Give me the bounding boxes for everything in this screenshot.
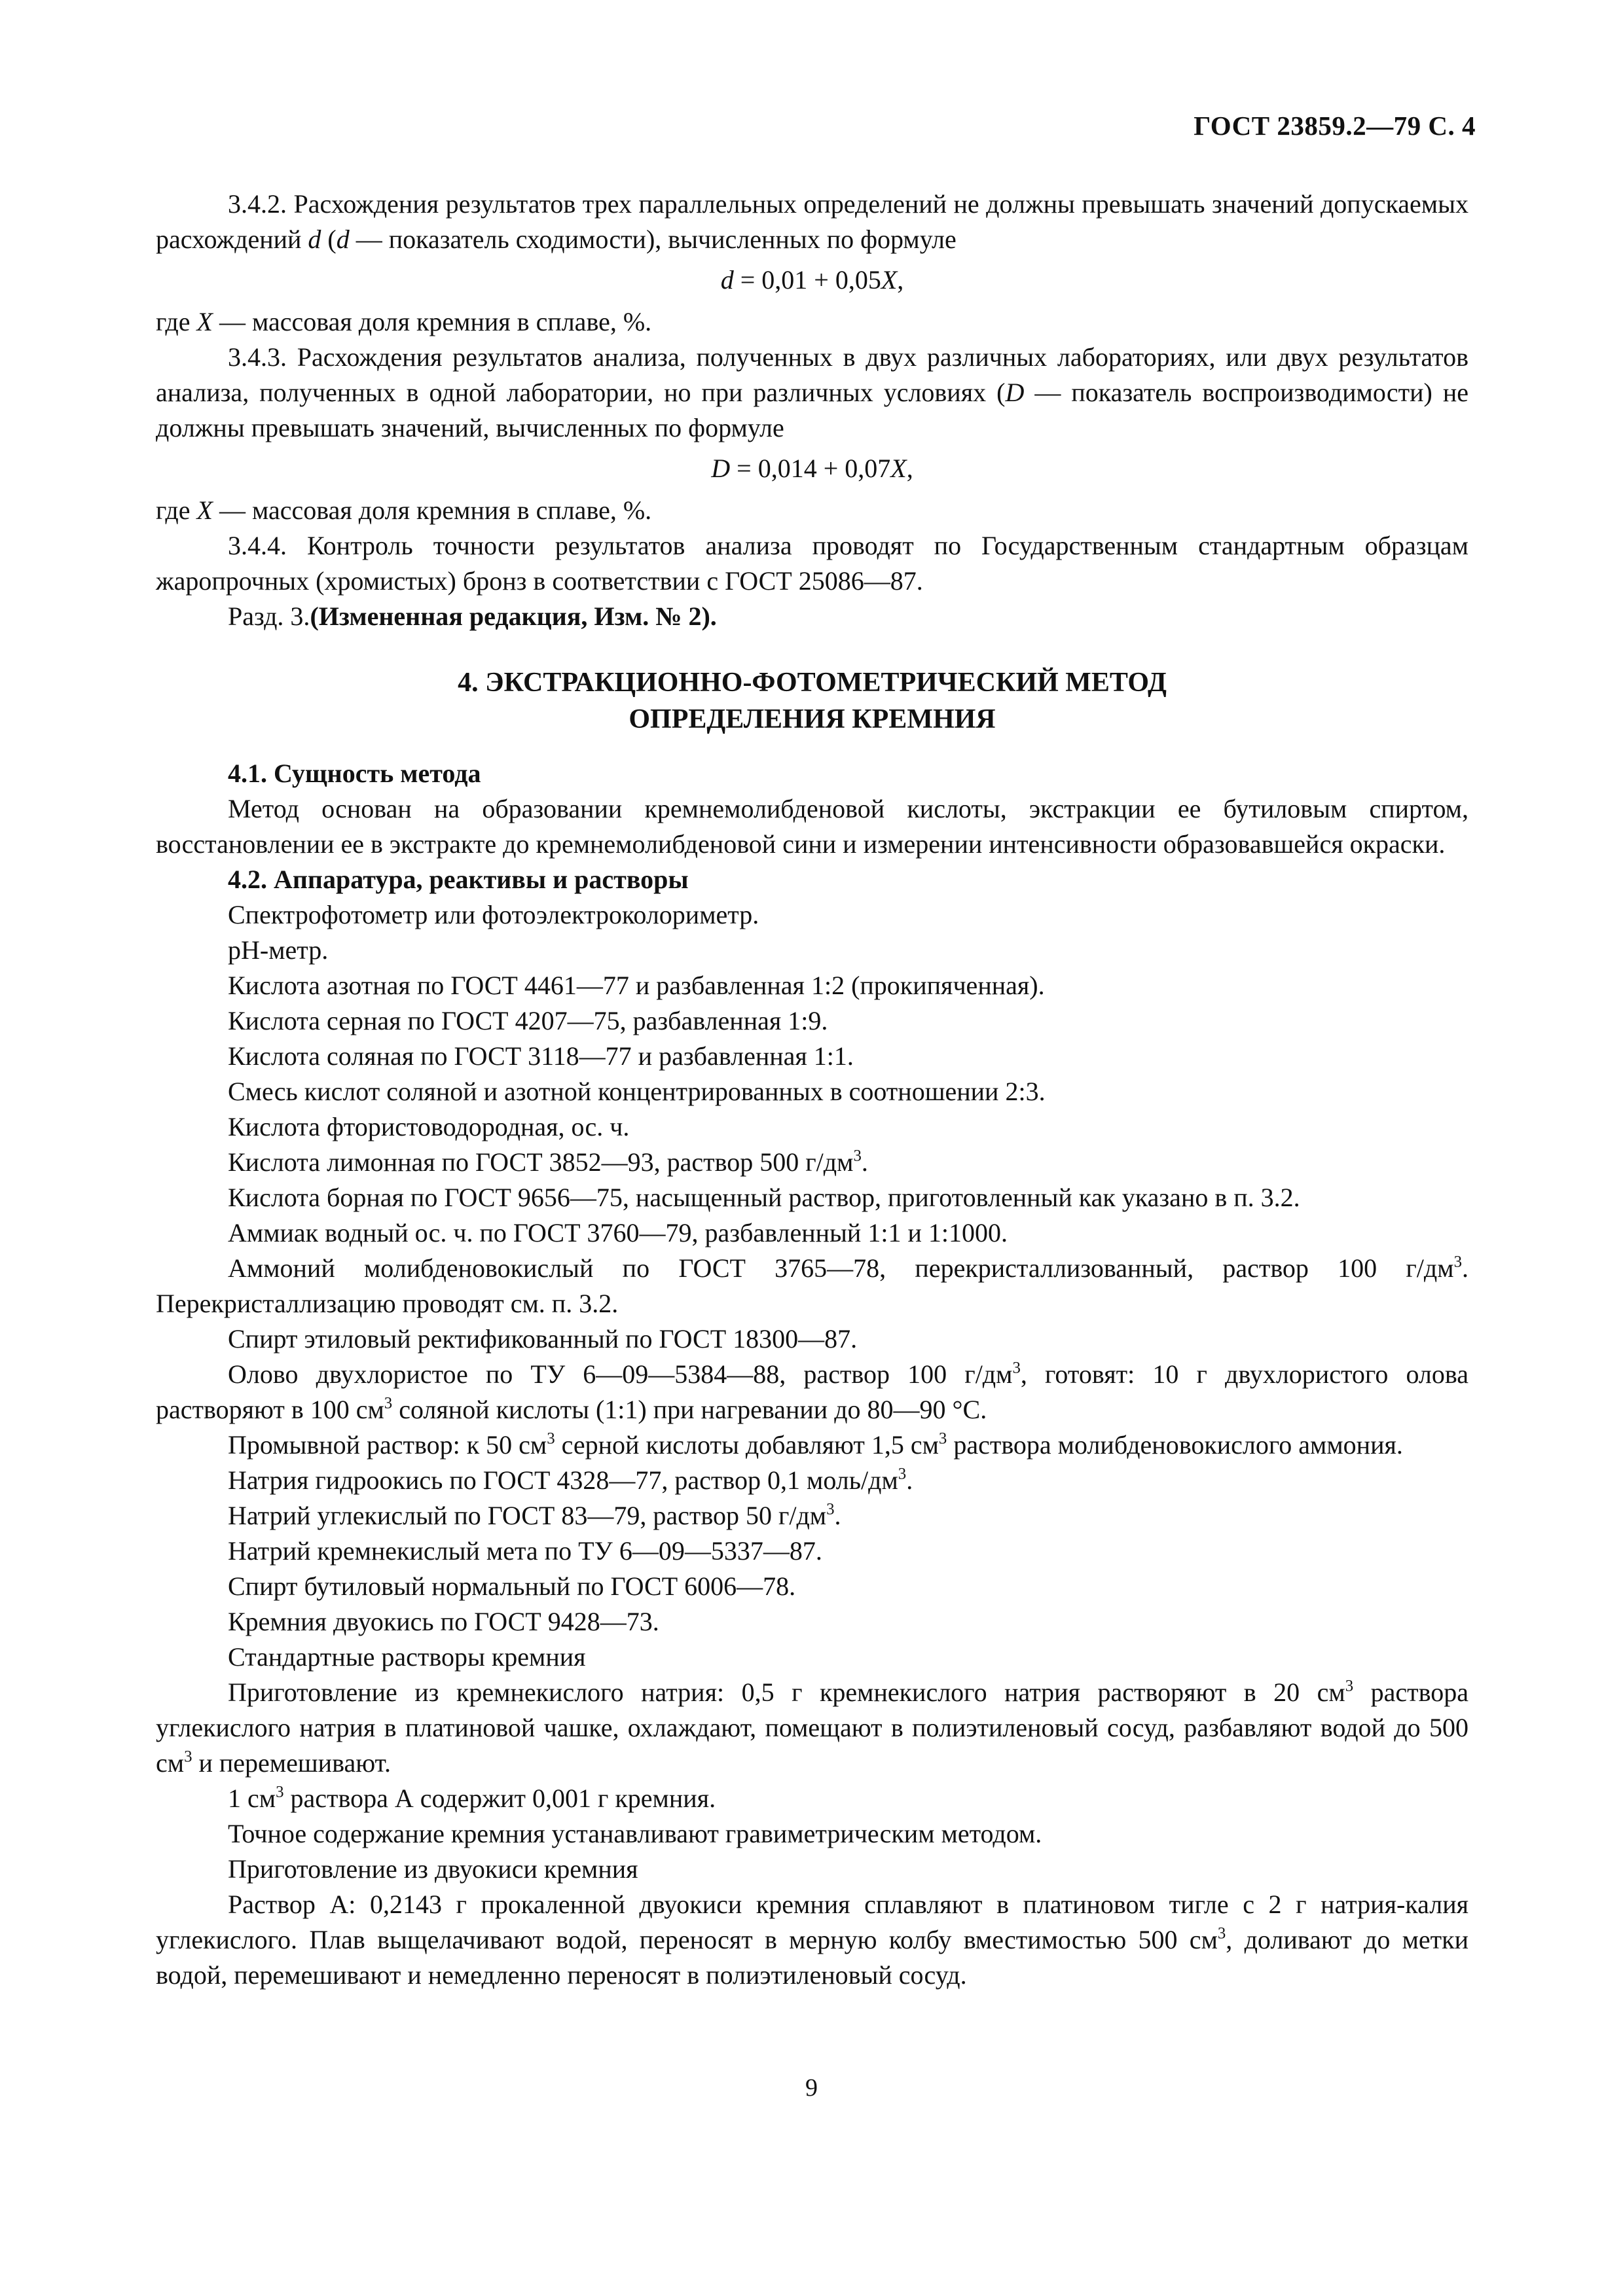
- list-item: Кислота серная по ГОСТ 4207—75, разбавленная 1:9.: [228, 1006, 828, 1035]
- list-item-sodium-carbonate: Натрий углекислый по ГОСТ 83—79, раствор 50 $г/дм^3$.: [228, 1500, 841, 1530]
- standard-solutions-heading: Стандартные растворы кремния: [228, 1642, 586, 1672]
- page-number: 9: [805, 2074, 818, 2102]
- list-item: рН-метр.: [228, 935, 329, 965]
- subsection-4-1-text: Метод основан на образовании кремнемолибденовой кислоты, экстракции ее бутиловым спиртом, восстановлении ее в экстракте до кремнемолибденовой сини и измерении интенсивности образовавшейся окраски.: [156, 794, 1468, 859]
- subsection-4-2-title: 4.2. Аппаратура, реактивы и растворы: [228, 865, 689, 894]
- list-item-citric-acid: Кислота лимонная по ГОСТ 3852—93, раствор 500 $г/дм^3$.: [228, 1147, 868, 1177]
- formula-definition-2: где X — массовая доля кремния в сплаве, %.: [156, 495, 652, 525]
- formula-convergence: d = 0,01 + 0,05X,: [720, 265, 904, 295]
- solution-a-preparation: Раствор А: 0,2143 г прокаленной двуокиси кремния сплавляют в платиновом тигле с 2 г натрия-калия углекислого. Плав выщелачивают водой, переносят в мерную колбу вместимостью 500 $см^3$, доливают до метки водой, перемешивают и немедленно переносят в полиэтиленовый сосуд.: [156, 1890, 1468, 1990]
- section-4-title: [156, 664, 1468, 738]
- list-item: Кислота фтористоводородная, ос. ч.: [228, 1112, 630, 1141]
- list-item: Кислота соляная по ГОСТ 3118—77 и разбавленная 1:1.: [228, 1041, 854, 1071]
- formula-reproducibility: D = 0,014 + 0,07X,: [711, 454, 913, 483]
- list-item: Смесь кислот соляной и азотной концентрированных в соотношении 2:3.: [228, 1077, 1046, 1106]
- preparation-from-silicate: Приготовление из кремнекислого натрия: 0,5 г кремнекислого натрия растворяют в 20 $см^3$ раствора углекислого натрия в платиновой чашке, охлаждают, помещают в полиэтиленовый сосуд, разбавляют водой до 500 $см^3$ и перемешивают.: [156, 1677, 1468, 1778]
- solution-a-content: 1 $см^3$ раствора А содержит 0,001 г кремния.: [228, 1783, 716, 1813]
- page-header: ГОСТ 23859.2—79 С. 4: [1194, 111, 1476, 141]
- formula-definition-1: где X — массовая доля кремния в сплаве, %.: [156, 307, 652, 336]
- section-4-title-line-2: ОПРЕДЕЛЕНИЯ КРЕМНИЯ: [629, 704, 996, 734]
- list-item-silicon-dioxide: Кремния двуокись по ГОСТ 9428—73.: [228, 1607, 659, 1636]
- document-body: [156, 187, 1468, 1993]
- list-item-sodium-silicate: Натрий кремнекислый мета по ТУ 6—09—5337—87.: [228, 1536, 822, 1566]
- list-item-ammonia: Аммиак водный ос. ч. по ГОСТ 3760—79, разбавленный 1:1 и 1:1000.: [228, 1218, 1008, 1247]
- list-item-ethanol: Спирт этиловый ректификованный по ГОСТ 18300—87.: [228, 1324, 858, 1354]
- list-item-sodium-hydroxide: Натрия гидроокись по ГОСТ 4328—77, раствор 0,1 моль/$дм^3$.: [228, 1465, 913, 1495]
- list-item: Спектрофотометр или фотоэлектроколориметр.: [228, 900, 759, 929]
- paragraph-3-4-2: 3.4.2. Расхождения результатов трех параллельных определений не должны превышать значений допускаемых расхождений d (d — показатель сходимости), вычисленных по формуле: [156, 189, 1468, 254]
- list-item: Кислота азотная по ГОСТ 4461—77 и разбавленная 1:2 (прокипяченная).: [228, 971, 1045, 1000]
- paragraph-3-4-3: 3.4.3. Расхождения результатов анализа, полученных в двух различных лабораториях, или двух результатов анализа, полученных в одной лаборатории, но при различных условиях (D — показатель воспроизводимости) не должны превышать значений, вычисленных по формуле: [156, 342, 1468, 442]
- preparation-from-dioxide-heading: Приготовление из двуокиси кремния: [228, 1854, 638, 1884]
- list-item-butanol: Спирт бутиловый нормальный по ГОСТ 6006—78.: [228, 1571, 796, 1601]
- section-4-title-line-1: 4. ЭКСТРАКЦИОННО-ФОТОМЕТРИЧЕСКИЙ МЕТОД: [458, 668, 1167, 698]
- exact-content-note: Точное содержание кремния устанавливают гравиметрическим методом.: [228, 1819, 1042, 1848]
- subsection-4-1-title: 4.1. Сущность метода: [228, 759, 481, 788]
- list-item-boric-acid: Кислота борная по ГОСТ 9656—75, насыщенный раствор, приготовленный как указано в п. 3.2.: [228, 1183, 1300, 1212]
- paragraph-3-4-4: 3.4.4. Контроль точности результатов анализа проводят по Государственным стандартным образцам жаропрочных (хромистых) бронз в соответствии с ГОСТ 25086—87.: [156, 531, 1468, 596]
- amendment-note: Разд. 3.(Измененная редакция, Изм. № 2).: [228, 601, 717, 631]
- list-item-tin-chloride: Олово двухлористое по ТУ 6—09—5384—88, раствор 100 $г/дм^3$, готовят: 10 г двухлористого олова растворяют в 100 $см^3$ соляной кислоты (1:1) при нагревании до 80—90 °С.: [156, 1359, 1468, 1424]
- list-item-ammonium-molybdate: Аммоний молибденовокислый по ГОСТ 3765—78, перекристаллизованный, раствор 100 $г/дм^3$. Перекристаллизацию проводят см. п. 3.2.: [156, 1253, 1468, 1318]
- list-item-wash-solution: Промывной раствор: к 50 $см^3$ серной кислоты добавляют 1,5 $см^3$ раствора молибденовокислого аммония.: [228, 1429, 1403, 1460]
